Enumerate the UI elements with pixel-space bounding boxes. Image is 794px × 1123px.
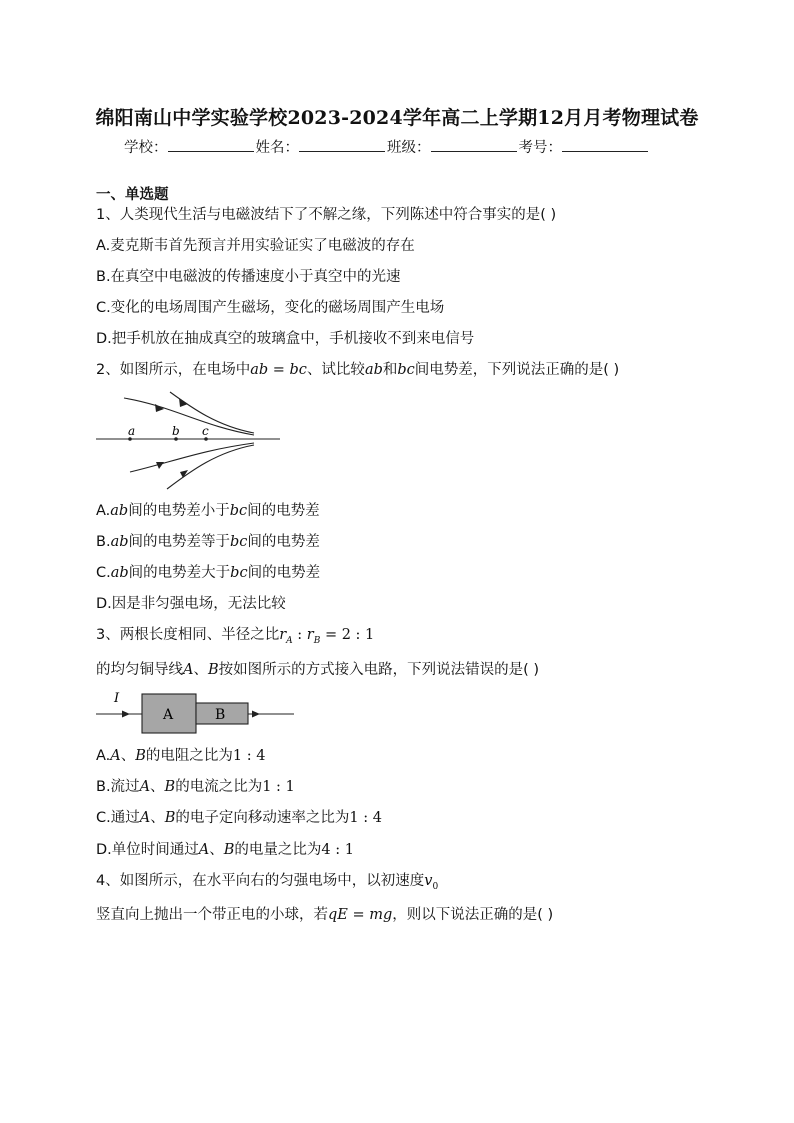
class-label: 班级： (387, 140, 431, 156)
q2-formula: ab = bc (250, 362, 307, 378)
field-line-upper-1 (124, 398, 254, 435)
class-blank[interactable] (431, 139, 517, 152)
number-label: 考号： (518, 140, 562, 156)
section-heading: 一、单选题 (96, 187, 169, 203)
field-line-lower-1 (130, 443, 254, 472)
q1-stem: 1、人类现代生活与电磁波结下了不解之缘，下列陈述中符合事实的是( ) (96, 207, 557, 223)
q2-option-a: A.ab间的电势差小于bc间的电势差 (96, 503, 320, 519)
current-label: I (114, 691, 120, 706)
q1-option-c: C.变化的电场周围产生磁场，变化的磁场周围产生电场 (96, 300, 445, 316)
q2-option-b: B.ab间的电势差等于bc间的电势差 (96, 534, 320, 550)
q2-option-d: D.因是非匀强电场，无法比较 (96, 596, 286, 612)
q1-option-d: D.把手机放在抽成真空的玻璃盒中，手机接收不到来电信号 (96, 331, 475, 347)
label-a: a (128, 424, 136, 438)
q3-option-d: D.单位时间通过A、B的电量之比为4 : 1 (96, 842, 354, 858)
name-blank[interactable] (299, 139, 385, 152)
conductor-b-label: B (215, 707, 226, 723)
page-title: 绵阳南山中学实验学校2023-2024学年高二上学期12月月考物理试卷 (95, 107, 699, 129)
q1-option-b: B.在真空中电磁波的传播速度小于真空中的光速 (96, 269, 401, 285)
q3-stem-line2: 的均匀铜导线A、B按如图所示的方式接入电路，下列说法错误的是( ) (96, 662, 540, 678)
arrow-head (179, 398, 188, 407)
q2-stem: 2、如图所示，在电场中ab = bc、试比较ab和bc间电势差，下列说法正确的是( ) (96, 362, 620, 378)
q1-option-a: A.麦克斯韦首先预言并用实验证实了电磁波的存在 (96, 238, 415, 254)
q3-option-c: C.通过A、B的电子定向移动速率之比为1 : 4 (96, 810, 382, 826)
number-blank[interactable] (562, 139, 648, 152)
q3-conductor-figure (92, 688, 302, 738)
q4-formula: qE = mg (328, 907, 393, 923)
q2-field-figure (92, 388, 287, 494)
arrow-head (122, 711, 130, 718)
arrow-head (252, 711, 260, 718)
student-info-line (124, 136, 650, 157)
q4-stem-line2: 竖直向上抛出一个带正电的小球，若qE = mg，则以下说法正确的是( ) (96, 907, 554, 923)
label-b: b (172, 424, 180, 438)
school-label: 学校： (124, 140, 168, 156)
q3-option-a: A.A、B的电阻之比为1 : 4 (96, 748, 266, 764)
field-line-upper-2 (170, 392, 254, 433)
q2-option-c: C.ab间的电势差大于bc间的电势差 (96, 565, 321, 581)
q3-option-b: B.流过A、B的电流之比为1 : 1 (96, 779, 295, 795)
field-line-lower-2 (167, 445, 254, 489)
conductor-a-label: A (163, 707, 174, 723)
school-blank[interactable] (168, 139, 254, 152)
name-label: 姓名： (255, 140, 299, 156)
q4-stem-line1: 4、如图所示，在水平向右的匀强电场中，以初速度$v_0$ (96, 873, 439, 892)
q3-stem-line1: 3、两根长度相同、半径之比$r_A$ : $r_B = 2$ : 1 (96, 627, 375, 646)
label-c: c (202, 424, 209, 438)
